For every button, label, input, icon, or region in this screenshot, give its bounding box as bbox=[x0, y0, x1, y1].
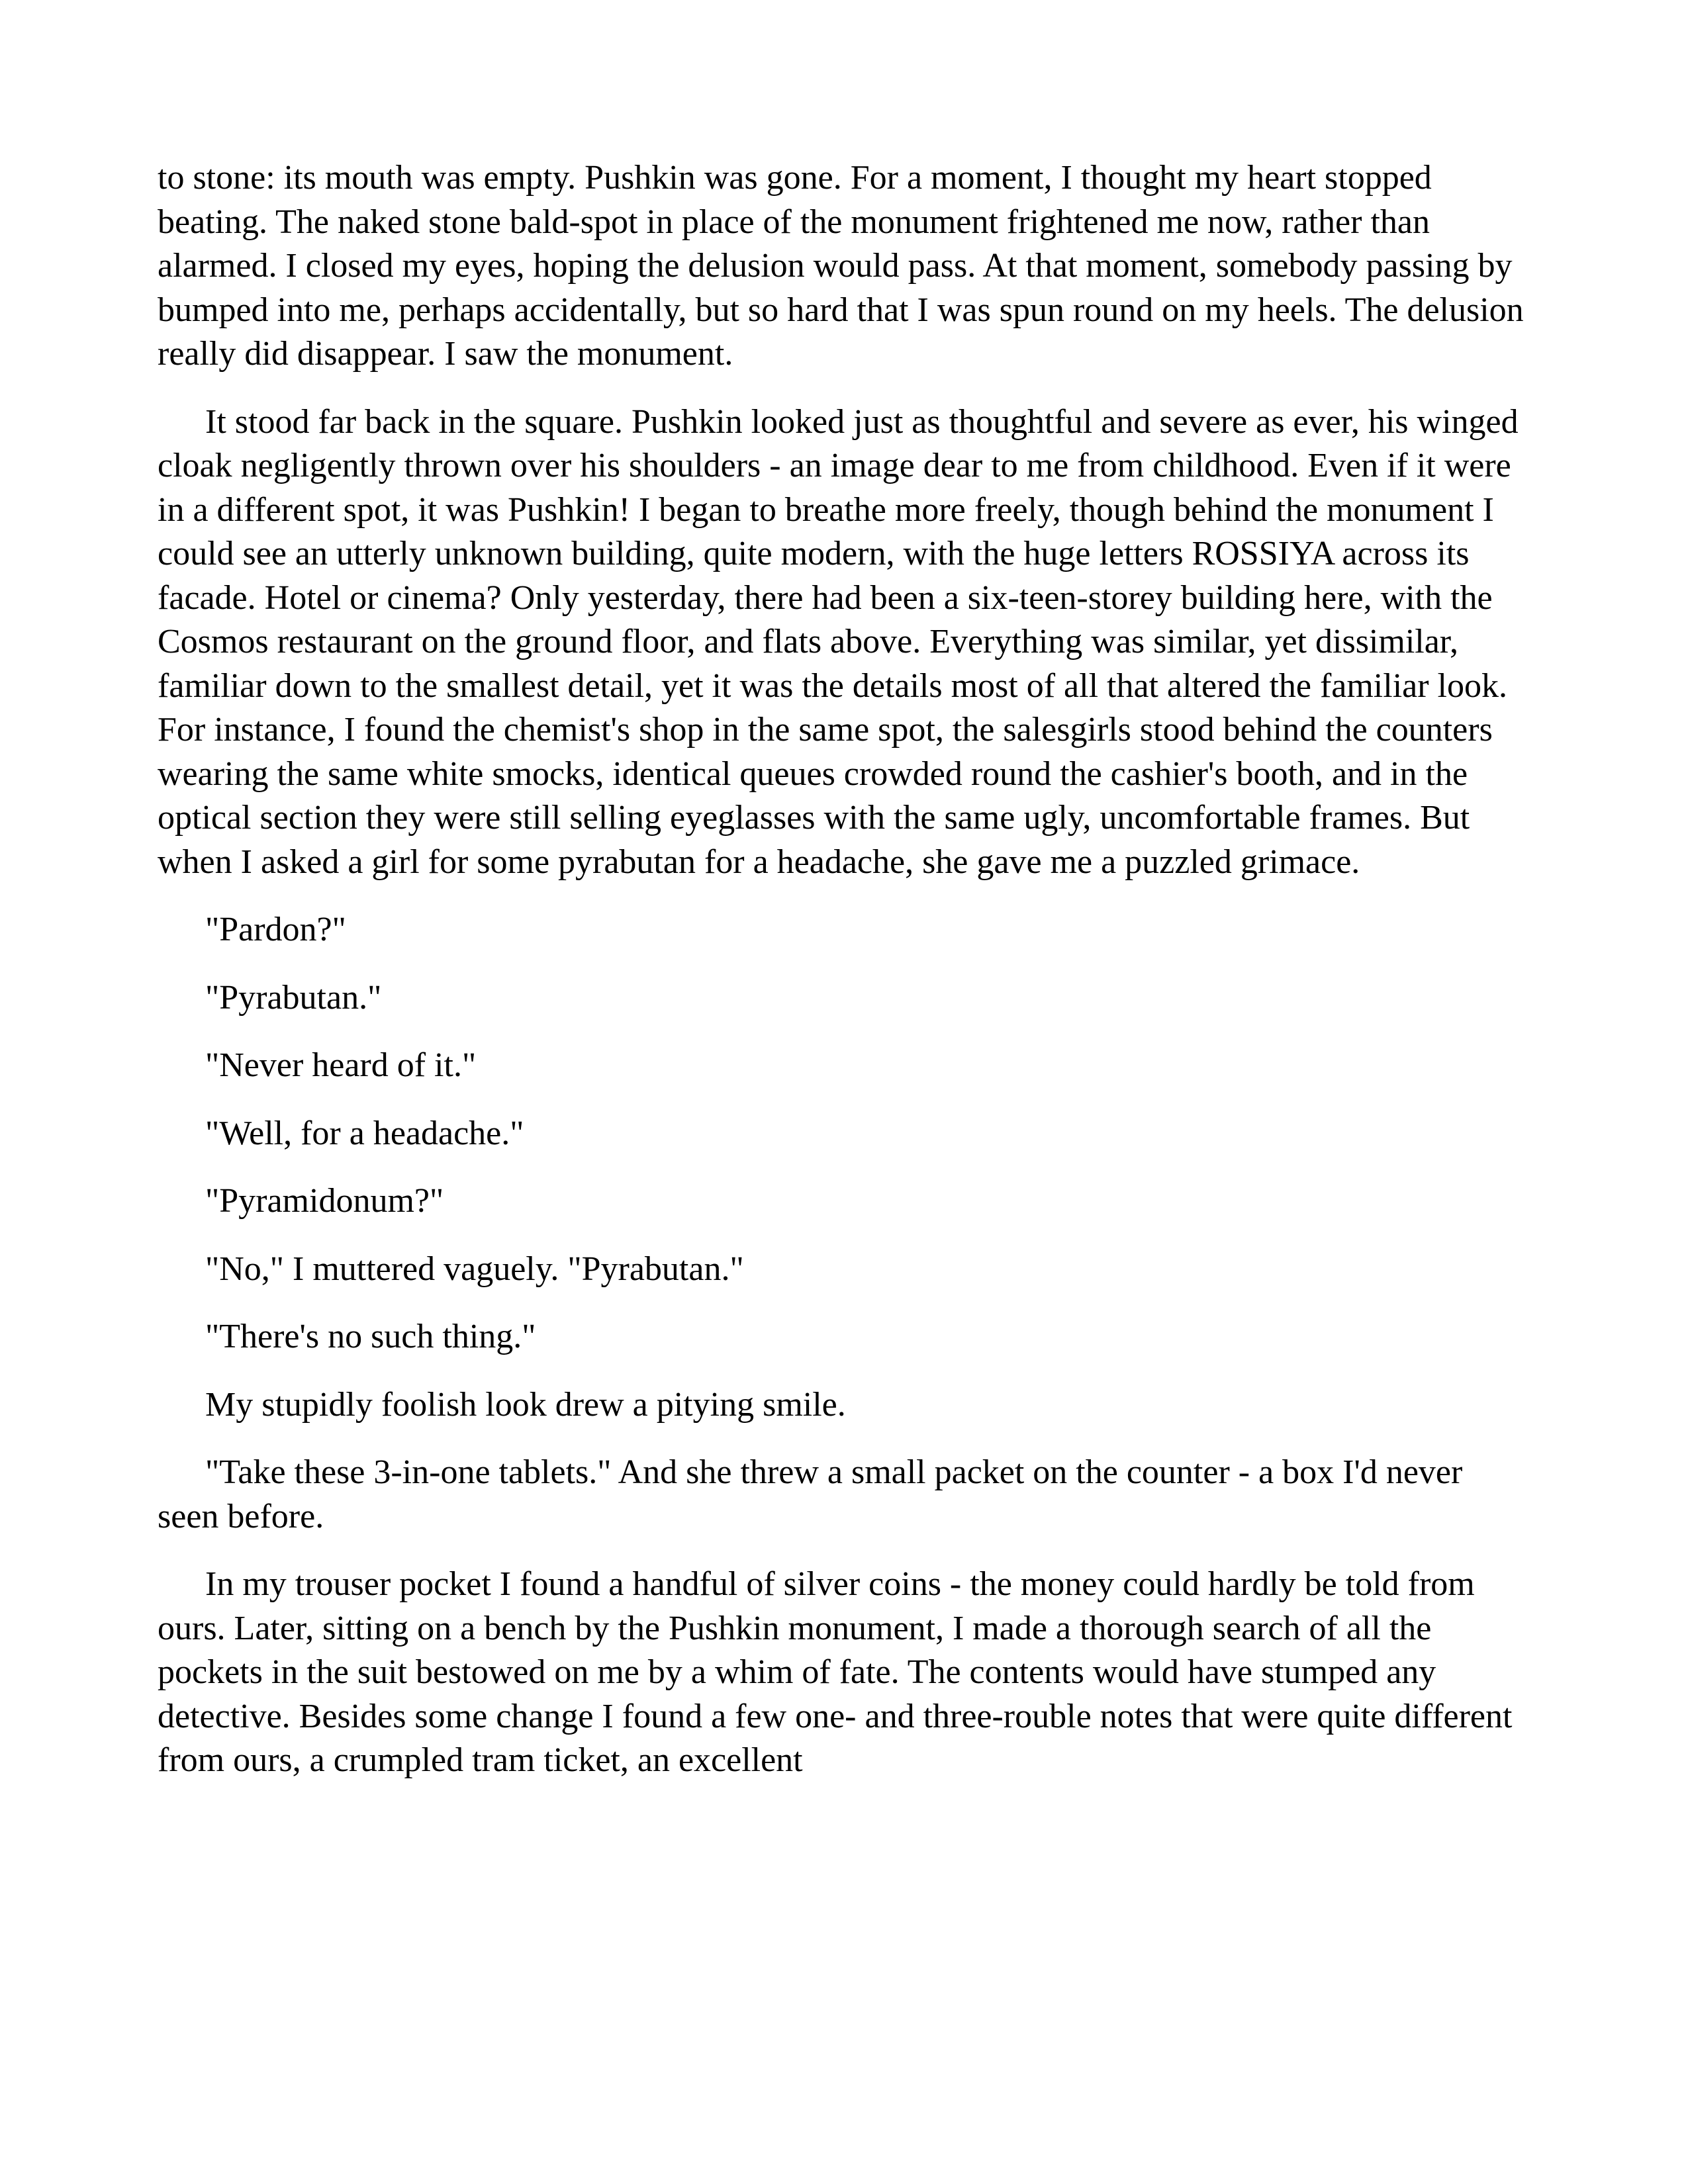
dialogue-line: "Pyramidonum?" bbox=[205, 1182, 444, 1220]
paragraph-monument-square: It stood far back in the square. Pushkin looked just as thoughtful and severe as ever, his winged cloak negligently thrown over his shoulders - an image dear to me from childhood. Even if it were in a different spot, it was Pushkin! I began to breathe more freely, though behind the monument I could see an utterly unknown building, quite modern, with the huge letters ROSSIYA across its facade. Hotel or cinema? Only yesterday, there had been a six-teen-storey building here, with the Cosmos restaurant on the ground floor, and flats above. Everything was similar, yet dissimilar, familiar down to the smallest detail, yet it was the details most of all that altered the familiar look. For instance, I found the chemist's shop in the same spot, the salesgirls stood behind the counters wearing the same white smocks, identical queues crowded round the cashier's booth, and in the optical section they were still selling eyeglasses with the same ugly, uncomfortable frames. But when I asked a girl for some pyrabutan for a headache, she gave me a puzzled grimace. bbox=[158, 402, 1519, 881]
paragraph-trouser-pocket: In my trouser pocket I found a handful of silver coins - the money could hardly be told from ours. Later, sitting on a bench by the Pushkin monument, I made a thorough search of all the pockets in the suit bestowed on me by a whim of fate. The contents would have stumped any detective. Besides some change I found a few one- and three-rouble notes that were quite different from ours, a crumpled tram ticket, an excellent bbox=[158, 1565, 1513, 1779]
paragraph-tablets: "Take these 3-in-one tablets." And she threw a small packet on the counter - a box I'd never seen before. bbox=[158, 1453, 1463, 1535]
dialogue-line: "Pardon?" bbox=[205, 911, 346, 948]
paragraph-continuation: to stone: its mouth was empty. Pushkin was gone. For a moment, I thought my heart stopped beating. The naked stone bald-spot in place of the monument frightened me now, rather than alarmed. I closed my eyes, hoping the delusion would pass. At that moment, somebody passing by bumped into me, perhaps accidentally, but so hard that I was spun round on my heels. The delusion really did disappear. I saw the monument. bbox=[158, 159, 1524, 373]
dialogue-line: "Pyrabutan." bbox=[205, 978, 382, 1017]
dialogue-line: "Never heard of it." bbox=[205, 1046, 477, 1084]
dialogue-line: "There's no such thing." bbox=[205, 1318, 536, 1355]
dialogue-line: "Well, for a headache." bbox=[205, 1114, 524, 1152]
dialogue-line: "No," I muttered vaguely. "Pyrabutan." bbox=[205, 1250, 744, 1288]
paragraph-pitying-smile: My stupidly foolish look drew a pitying smile. bbox=[205, 1385, 846, 1424]
body-text bbox=[158, 156, 1528, 1807]
